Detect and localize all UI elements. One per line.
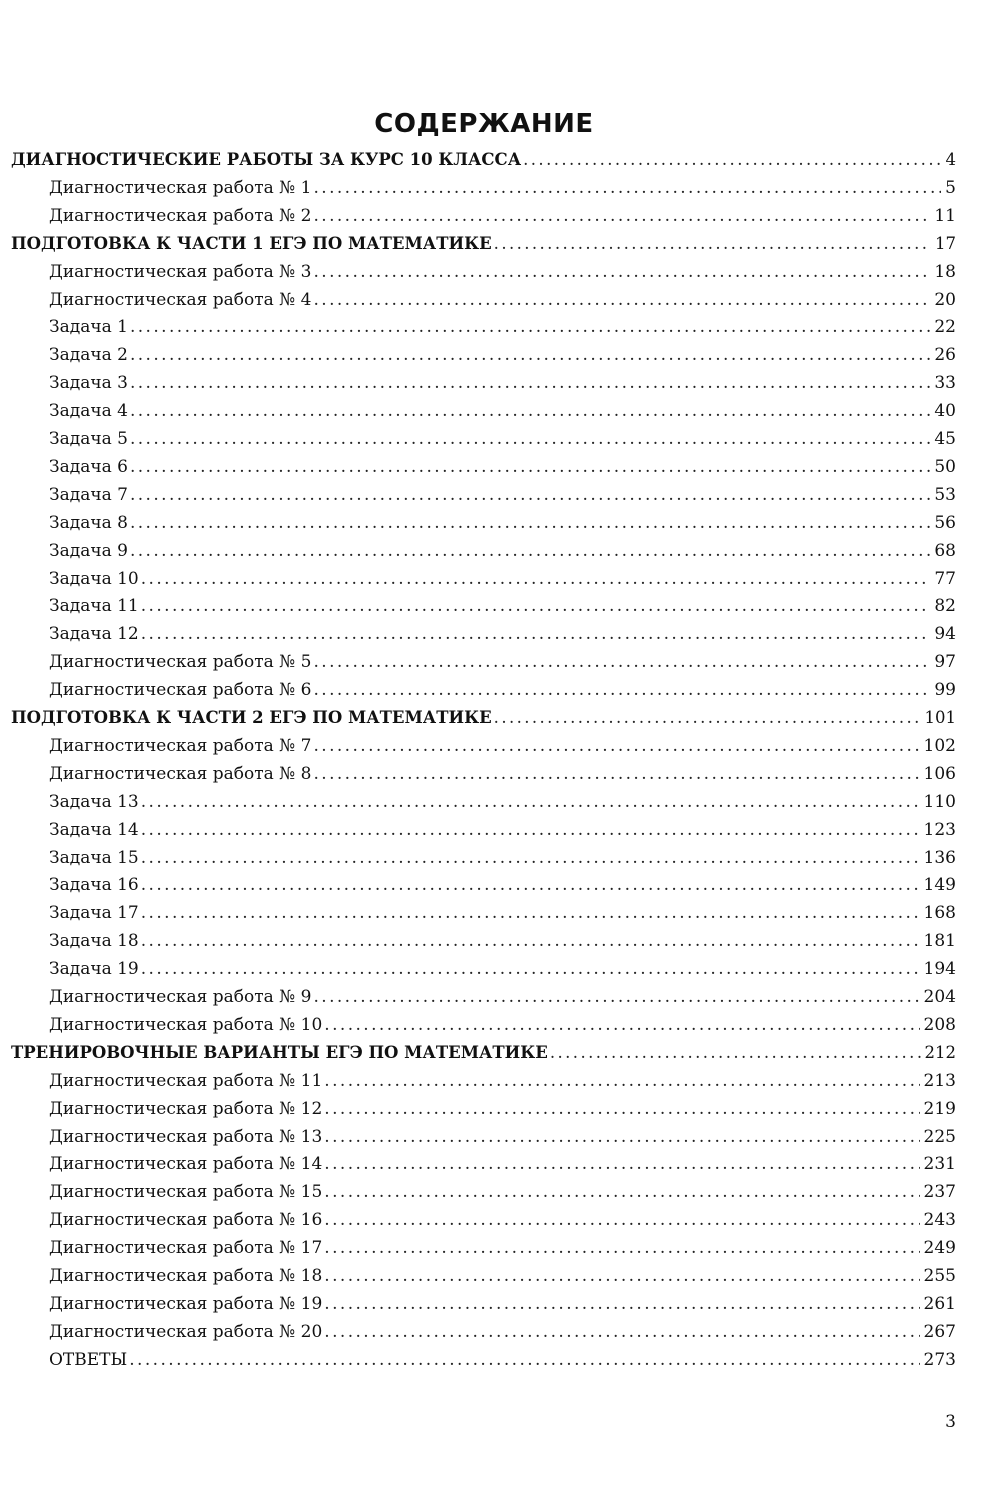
toc-leader-dots [324,1123,919,1151]
toc-leader-dots [313,648,930,676]
toc-leader-dots [141,899,920,927]
toc-leader-dots [313,286,930,314]
toc-label: Диагностическая работа № 6 [49,680,312,701]
toc-page-number: 237 [923,1182,956,1203]
toc-item [49,453,956,481]
toc-leader-dots [130,369,930,397]
toc-item [49,341,956,369]
toc-label: Задача 15 [49,847,139,868]
toc-item [49,397,956,425]
toc-page-number: 17 [935,233,956,253]
toc-item [49,648,956,676]
toc-leader-dots [141,927,920,955]
toc-label: ПОДГОТОВКА К ЧАСТИ 1 ЕГЭ ПО МАТЕМАТИКЕ [11,233,492,253]
toc-page-number: 22 [934,317,956,338]
toc-label: Диагностическая работа № 20 [49,1321,323,1342]
toc-item [49,1178,956,1206]
toc-item [49,1011,956,1039]
toc-page-number: 82 [934,596,956,617]
toc-page-number: 97 [934,652,956,673]
toc-item [49,1290,956,1318]
toc-item [49,1262,956,1290]
toc-page-number: 11 [934,205,956,226]
toc-item [49,732,956,760]
toc-label: Задача 19 [49,959,139,980]
toc-page-number: 5 [945,177,956,198]
toc-page-number: 208 [923,1014,956,1035]
toc-label: Задача 13 [49,791,139,812]
toc-item [49,760,956,788]
toc-label: Задача 10 [49,568,139,589]
toc-label: Диагностическая работа № 15 [49,1182,323,1203]
toc-item [49,592,956,620]
toc-label: Диагностическая работа № 3 [49,261,312,282]
toc-label: Задача 5 [49,429,128,449]
toc-leader-dots [313,760,919,788]
toc-item [49,1206,956,1234]
toc-page-number: 18 [934,261,956,282]
toc-leader-dots [324,1318,919,1346]
toc-item [49,955,956,983]
toc-label: Диагностическая работа № 17 [49,1238,323,1259]
toc-leader-dots [141,816,920,844]
toc-label: ТРЕНИРОВОЧНЫЕ ВАРИАНТЫ ЕГЭ ПО МАТЕМАТИКЕ [11,1042,548,1062]
toc-leader-dots [494,704,921,732]
toc-label: Задача 2 [49,345,128,366]
toc-page-number: 168 [923,903,956,924]
toc-label: Задача 17 [49,903,139,924]
toc-page-number: 101 [924,708,956,727]
toc-leader-dots [324,1095,919,1123]
toc-leader-dots [130,453,930,481]
toc-leader-dots [130,537,930,565]
toc-page-number: 4 [945,150,956,169]
toc-label: ДИАГНОСТИЧЕСКИЕ РАБОТЫ ЗА КУРС 10 КЛАССА [11,150,522,169]
toc-label: Задача 9 [49,540,128,561]
toc-page-number: 231 [923,1154,956,1175]
toc-page-number: 149 [923,875,956,896]
toc-label: Задача 18 [49,931,139,952]
toc-label: Задача 6 [49,456,128,477]
toc-page-number: 53 [934,484,956,505]
toc-leader-dots [494,230,931,258]
toc-item [49,1095,956,1123]
toc-label: Диагностическая работа № 9 [49,987,312,1007]
toc-label: ПОДГОТОВКА К ЧАСТИ 2 ЕГЭ ПО МАТЕМАТИКЕ [11,708,492,727]
toc-item [49,871,956,899]
toc-item [49,565,956,593]
toc-leader-dots [313,676,930,704]
toc-page-number: 204 [923,987,956,1007]
page-number: 3 [945,1412,956,1432]
toc-page-number: 94 [934,624,956,645]
toc-label: Задача 12 [49,624,139,645]
toc-item [49,313,956,341]
toc-page-number: 77 [934,568,956,589]
toc-page-number: 136 [923,847,956,868]
toc-item [49,1234,956,1262]
toc-section [11,146,956,174]
toc-label: Задача 4 [49,401,128,422]
toc-leader-dots [130,313,930,341]
toc-leader-dots [324,1011,919,1039]
toc-leader-dots [313,258,930,286]
toc-section [11,230,956,258]
toc-page-number: 106 [923,763,956,784]
toc-label: Диагностическая работа № 12 [49,1098,323,1119]
toc-page-number: 273 [923,1349,956,1370]
toc-item [49,899,956,927]
toc-leader-dots [313,732,919,760]
toc-label: Диагностическая работа № 8 [49,763,312,784]
toc-leader-dots [550,1039,921,1067]
toc-leader-dots [324,1290,919,1318]
toc-label: Задача 8 [49,512,128,533]
toc-label: Диагностическая работа № 1 [49,177,312,198]
toc-leader-dots [313,983,919,1011]
toc-item [49,481,956,509]
toc-item [49,816,956,844]
toc-leader-dots [324,1262,919,1290]
toc-page-number: 261 [923,1293,956,1314]
toc-label: Диагностическая работа № 2 [49,205,312,226]
toc-leader-dots [130,341,930,369]
toc-item [49,1318,956,1346]
toc-item [49,788,956,816]
toc-leader-dots [324,1067,919,1095]
toc-item [49,1150,956,1178]
toc-item [49,202,956,230]
toc-page-number: 102 [923,735,956,756]
toc-leader-dots [313,174,941,202]
toc-page-number: 194 [923,959,956,980]
toc-item [49,676,956,704]
toc-page-number: 33 [934,373,956,394]
toc-label: Диагностическая работа № 5 [49,652,312,673]
toc-leader-dots [313,202,930,230]
toc-item [49,425,956,453]
toc-page-number: 267 [923,1321,956,1342]
toc-item [49,1346,956,1374]
toc-label: Задача 11 [49,596,139,617]
toc-page-number: 123 [923,819,956,840]
toc-label: Задача 7 [49,484,128,505]
toc-item [49,1067,956,1095]
toc-page-number: 212 [924,1042,956,1062]
toc-item [49,844,956,872]
toc-label: Диагностическая работа № 10 [49,1014,323,1035]
toc-label: Диагностическая работа № 14 [49,1154,323,1175]
toc-section [11,704,956,732]
toc-label: Диагностическая работа № 16 [49,1210,323,1231]
toc-item [49,369,956,397]
toc-leader-dots [141,955,920,983]
toc-leader-dots [141,788,920,816]
toc-label: Задача 1 [49,317,128,338]
page-title: СОДЕРЖАНИЕ [374,109,594,140]
toc-label: Диагностическая работа № 4 [49,289,312,310]
toc-leader-dots [324,1206,919,1234]
toc-leader-dots [141,871,920,899]
toc-leader-dots [130,425,930,453]
toc-item [49,620,956,648]
toc-item [49,983,956,1011]
toc-page-number: 219 [923,1098,956,1119]
toc-page-number: 181 [923,931,956,952]
toc-item [49,174,956,202]
toc-section [11,1039,956,1067]
toc-page-number: 56 [934,512,956,533]
toc-leader-dots [130,397,930,425]
toc-item [49,927,956,955]
toc-leader-dots [141,592,931,620]
toc-label: ОТВЕТЫ [49,1349,128,1370]
toc-page-number: 243 [923,1210,956,1231]
toc-leader-dots [129,1346,919,1374]
toc-page-number: 225 [923,1126,956,1147]
toc-label: Задача 14 [49,819,139,840]
toc-leader-dots [130,509,930,537]
toc-leader-dots [130,481,930,509]
toc-page-number: 26 [934,345,956,366]
toc-label: Задача 16 [49,875,139,896]
toc-leader-dots [324,1178,919,1206]
toc-leader-dots [324,1150,919,1178]
toc-page-number: 99 [934,680,956,701]
toc-page-number: 50 [934,456,956,477]
toc-leader-dots [523,146,941,174]
toc-label: Задача 3 [49,373,128,394]
toc-leader-dots [141,565,931,593]
toc-page-number: 255 [923,1266,956,1286]
toc-item [49,1123,956,1151]
toc-item [49,286,956,314]
toc-page-number: 110 [923,791,956,812]
toc-label: Диагностическая работа № 11 [49,1070,323,1091]
toc-leader-dots [324,1234,919,1262]
toc-label: Диагностическая работа № 13 [49,1126,323,1147]
toc-page-number: 40 [934,401,956,422]
toc-page-number: 68 [934,540,956,561]
toc-page-number: 45 [934,429,956,449]
toc-leader-dots [141,620,931,648]
toc-label: Диагностическая работа № 7 [49,735,312,756]
toc-item [49,509,956,537]
toc-item [49,537,956,565]
toc-page-number: 20 [934,289,956,310]
toc-leader-dots [141,844,920,872]
toc-page-number: 249 [923,1238,956,1259]
toc-item [49,258,956,286]
toc-label: Диагностическая работа № 18 [49,1266,323,1286]
toc-label: Диагностическая работа № 19 [49,1293,323,1314]
toc-page-number: 213 [923,1070,956,1091]
